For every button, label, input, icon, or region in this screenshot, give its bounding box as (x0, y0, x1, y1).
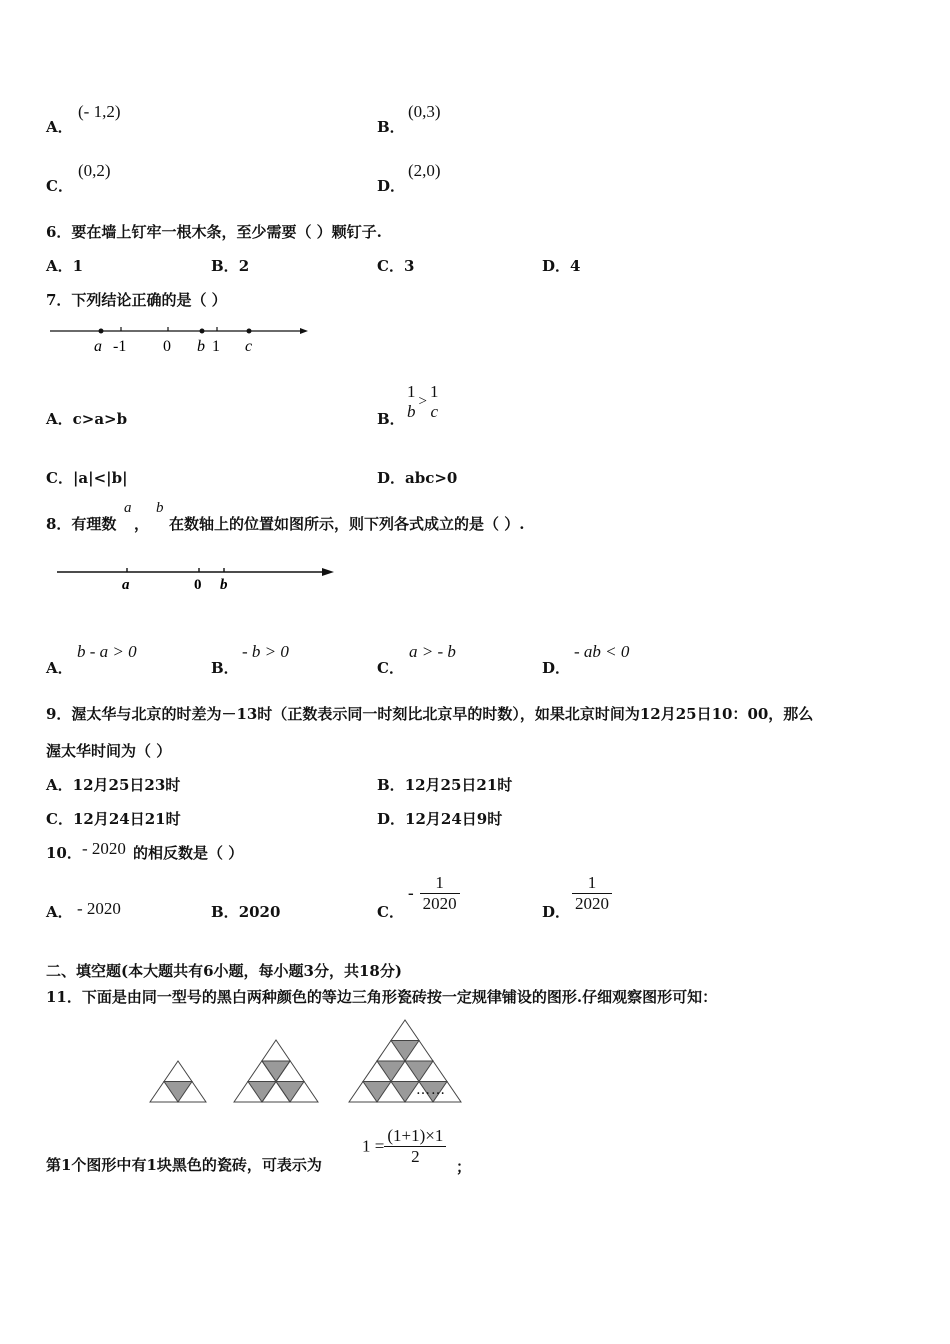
q11-line-pre: 第1个图形中有1块黑色的瓷砖，可表示为 (46, 1156, 322, 1174)
q9-option-c-value: 12月24日21时 (72, 810, 181, 828)
q7-option-d-label: D． (377, 469, 406, 487)
q7-option-b-expr (404, 382, 441, 422)
q8-nl-label-b: b (220, 577, 228, 593)
q11-ellipsis: …… (416, 1082, 446, 1098)
q11-eq-num: (1+1)×1 (387, 1126, 444, 1145)
q9-option-b (377, 774, 512, 795)
q8-option-d-value: - ab < 0 (574, 642, 630, 661)
q9-option-b-value: 12月25日21时 (404, 776, 513, 794)
q7-option-d-value: abc>0 (405, 469, 458, 487)
q9-option-a (46, 774, 180, 795)
q5-option-d-value: (2,0) (408, 161, 441, 180)
q6-option-b-value: 2 (238, 257, 250, 275)
q6-option-c-value: 3 (403, 257, 415, 275)
q8-comma: ， (134, 515, 150, 533)
q10-option-d-label: D． (542, 903, 571, 921)
q10-option-c-label: C． (377, 903, 404, 921)
q8-nl-label-a: a (122, 577, 130, 593)
q6-option-b (211, 255, 249, 276)
q5-option-d-label: D． (377, 177, 406, 195)
q9-option-c-label: C． (46, 810, 73, 828)
q11-equation (362, 1126, 446, 1167)
q9-stem-line2: 渥太华时间为（ ） (46, 742, 172, 760)
q11-eq-den: 2 (384, 1146, 446, 1167)
q10-option-b-label: B． (211, 903, 239, 921)
q11-line-post: ； (456, 1158, 472, 1176)
q5-option-c-value: (0,2) (78, 161, 111, 180)
q10-option-d-expr (572, 873, 612, 914)
q7-frac1-den: b (407, 402, 416, 421)
q8-option-b-label: B． (211, 659, 239, 677)
q7-option-c-label: C． (46, 469, 73, 487)
q7-nl-label-1: 1 (212, 338, 220, 355)
q10-stem-post: 的相反数是（ ） (133, 844, 244, 862)
q8-nl-label-0: 0 (194, 577, 202, 593)
q11-triangle-figures (72, 1018, 462, 1108)
q5-option-b-value: (0,3) (408, 102, 441, 121)
q10-num-prefix: 10． (46, 844, 82, 862)
q10-option-c-expr (408, 873, 460, 914)
q6-option-d-label: D． (542, 257, 571, 275)
q9-option-a-value: 12月25日23时 (72, 776, 181, 794)
q7-option-a-value: c>a>b (72, 410, 128, 428)
q7-nl-label-neg1: -1 (113, 338, 127, 355)
q10-option-d-den: 2020 (572, 893, 612, 914)
q10-option-c-den: 2020 (420, 893, 460, 914)
q7-frac2-num: 1 (429, 382, 439, 401)
q11-stem: 11．下面是由同一型号的黑白两种颜色的等边三角形瓷砖按一定规律铺设的图形.仔细观察图形可知： (46, 988, 718, 1006)
q7-nl-label-a: a (94, 338, 102, 355)
q9-option-a-label: A． (46, 776, 73, 794)
q10-option-a-value: - 2020 (77, 899, 121, 918)
q8-option-b-value: - b > 0 (242, 642, 289, 661)
q8-stem-pre: 8．有理数 (46, 515, 117, 533)
q7-nl-label-c: c (245, 338, 253, 355)
q7-option-b-frac1 (404, 382, 419, 422)
q7-option-b-frac2 (427, 382, 442, 422)
q10-option-b-value: 2020 (238, 903, 281, 921)
q6-option-d-value: 4 (570, 257, 581, 275)
q7-stem: 7．下列结论正确的是（ ） (46, 291, 227, 309)
q6-option-c (377, 255, 414, 276)
q10-option-c-sign: - (408, 883, 414, 903)
q6-option-a-label: A． (46, 257, 73, 275)
q9-option-d-label: D． (377, 810, 406, 828)
q10-option-d-num: 1 (587, 873, 597, 892)
q6-option-a-value: 1 (72, 257, 84, 275)
q6-option-a (46, 255, 83, 276)
q5-option-c-label: C． (46, 177, 73, 195)
q5-option-b-label: B． (377, 118, 405, 136)
q8-option-d-label: D． (542, 659, 571, 677)
q9-stem-line1: 9．渥太华与北京的时差为－13时（正数表示同一时刻比北京早的时数），如果北京时间为12月25日10：00，那么 (46, 705, 814, 723)
q8-number-line (54, 560, 339, 596)
q7-option-a-label: A． (46, 410, 73, 428)
q8-option-a-label: A． (46, 659, 73, 677)
q9-option-b-label: B． (377, 776, 405, 794)
q6-option-c-label: C． (377, 257, 404, 275)
q6-stem: 6．要在墙上钉牢一根木条，至少需要（ ）颗钉子. (46, 223, 382, 241)
q7-option-d (377, 467, 457, 488)
q8-stem-post: 在数轴上的位置如图所示，则下列各式成立的是（ ）. (169, 515, 525, 533)
q7-option-a (46, 408, 127, 429)
q7-option-c (46, 467, 128, 488)
section2-heading: 二、填空题(本大题共有6小题，每小题3分，共18分) (46, 962, 402, 980)
q5-option-a-value: (- 1,2) (78, 102, 121, 121)
q5-option-a-label: A． (46, 118, 73, 136)
q8-option-c-label: C． (377, 659, 404, 677)
q7-option-c-value: |a|<|b| (72, 469, 128, 487)
q9-option-d (377, 808, 502, 829)
q10-option-c-num: 1 (435, 873, 444, 892)
q8-option-a-value: b - a > 0 (77, 642, 137, 661)
q7-nl-label-b: b (197, 338, 205, 355)
q9-option-d-value: 12月24日9时 (405, 810, 503, 828)
q7-frac1-num: 1 (407, 382, 416, 401)
q8-var-a: a (124, 500, 132, 516)
q10-option-b (211, 901, 280, 922)
q8-var-b: b (156, 500, 164, 516)
q6-option-b-label: B． (211, 257, 239, 275)
q7-nl-label-0: 0 (163, 338, 171, 355)
q6-option-d (542, 255, 580, 276)
q7-option-b-label: B． (377, 410, 405, 428)
q11-eq-lhs: 1 = (362, 1136, 385, 1156)
q10-option-a-label: A． (46, 903, 73, 921)
q7-frac2-den: c (430, 402, 438, 421)
q10-number: - 2020 (82, 839, 126, 858)
q7-option-b-op: > (418, 393, 427, 410)
q8-option-c-value: a > - b (409, 642, 456, 661)
q7-number-line (45, 318, 315, 360)
q9-option-c (46, 808, 181, 829)
